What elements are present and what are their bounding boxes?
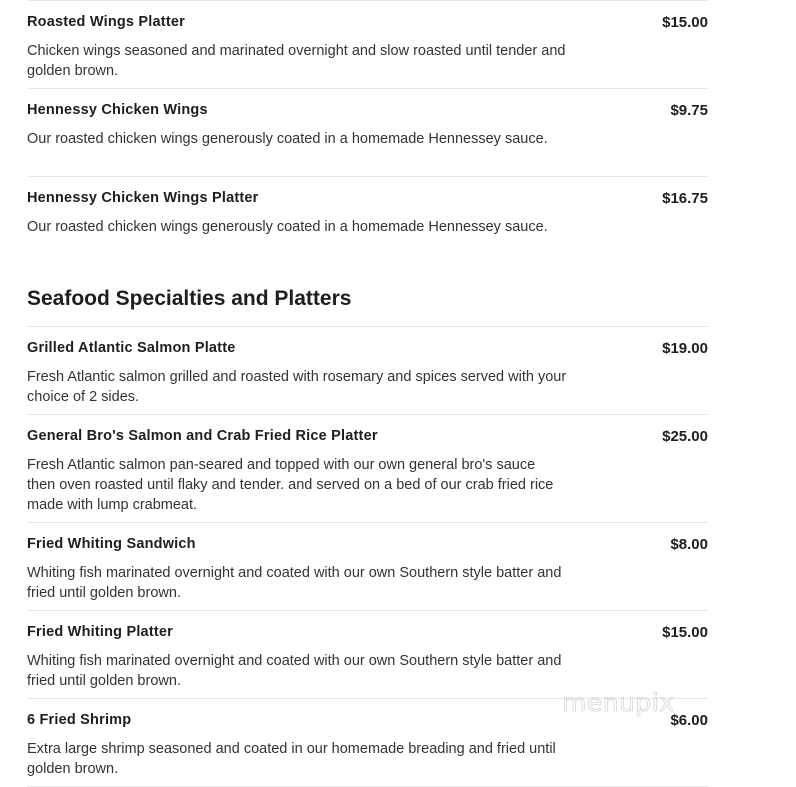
item-name: General Bro's Salmon and Crab Fried Rice Platter <box>27 428 378 444</box>
item-price: $6.00 <box>670 712 708 729</box>
item-description: Extra large shrimp seasoned and coated in our homemade breading and fried until golden brown. <box>27 741 556 777</box>
item-name: Grilled Atlantic Salmon Platte <box>27 340 236 356</box>
item-name: 6 Fried Shrimp <box>27 712 132 728</box>
item-description: Our roasted chicken wings generously coated in a homemade Hennessey sauce. <box>27 219 548 235</box>
menu-item <box>27 1 708 88</box>
item-name: Roasted Wings Platter <box>27 14 185 30</box>
item-description: Whiting fish marinated overnight and coated with our own Southern style batter and fried until golden brown. <box>27 565 562 601</box>
item-price: $15.00 <box>662 14 708 31</box>
menu-item <box>27 611 708 698</box>
item-description: Our roasted chicken wings generously coated in a homemade Hennessey sauce. <box>27 131 548 147</box>
menu <box>27 0 708 787</box>
item-name: Fried Whiting Sandwich <box>27 536 196 552</box>
watermark-logo: menupix <box>562 688 675 717</box>
item-description: Chicken wings seasoned and marinated overnight and slow roasted until tender and golden brown. <box>27 43 566 79</box>
item-name: Hennessy Chicken Wings <box>27 102 208 118</box>
item-name: Fried Whiting Platter <box>27 624 173 640</box>
item-name: Hennessy Chicken Wings Platter <box>27 190 259 206</box>
item-price: $9.75 <box>670 102 708 119</box>
menu-item <box>27 89 708 176</box>
menu-item <box>27 415 708 522</box>
item-description: Fresh Atlantic salmon pan-seared and topped with our own general bro's sauce then oven roasted until flaky and tender. and served on a bed of our crab fried rice made with lump crabmeat. <box>27 457 554 513</box>
item-price: $16.75 <box>662 190 708 207</box>
menu-item <box>27 177 708 264</box>
item-description: Whiting fish marinated overnight and coated with our own Southern style batter and fried until golden brown. <box>27 653 562 689</box>
item-price: $8.00 <box>670 536 708 553</box>
menu-item <box>27 327 708 414</box>
item-price: $25.00 <box>662 428 708 445</box>
menu-item <box>27 523 708 610</box>
item-description: Fresh Atlantic salmon grilled and roasted with rosemary and spices served with your choice of 2 sides. <box>27 369 567 405</box>
item-price: $15.00 <box>662 624 708 641</box>
section-title: Seafood Specialties and Platters <box>27 287 352 310</box>
item-price: $19.00 <box>662 340 708 357</box>
section-header <box>27 264 708 326</box>
